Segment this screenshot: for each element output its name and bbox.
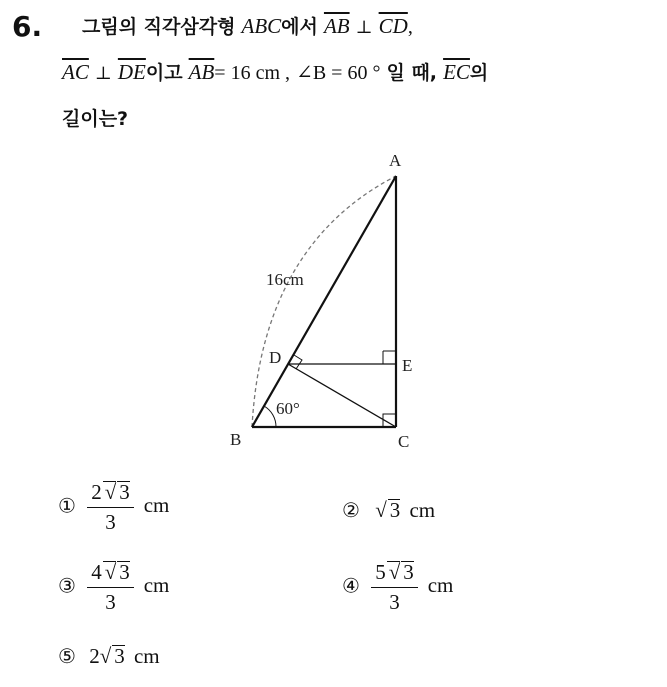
label-angle: 60° [276,399,300,418]
segment-dc-line [288,364,396,427]
option-2-radicand: 3 [389,498,401,522]
option-3-radicand: 3 [119,560,130,584]
option-4-fraction: $\frac{5 √ 3}{3}$ [371,560,418,615]
option-2-unit: cm [409,498,436,522]
question-text-3: 이고 [145,62,183,84]
option-1-mark: ① [58,493,76,518]
segment-ab-2: $\overline{AB}$ [188,60,215,84]
option-4-radicand: 3 [403,560,414,584]
right-angle-d [294,355,302,369]
option-2[interactable]: ② √ 3 cm [342,498,436,522]
option-1-coef: 2 [91,480,102,504]
label-d: D [269,348,282,367]
option-3[interactable] [58,560,169,615]
segment-ab: $\overline{AB}$ [323,14,350,38]
option-1-unit: cm [143,493,170,518]
triangle-abc: ABC [241,14,282,38]
option-4-den: 3 [389,590,400,614]
option-4[interactable] [342,560,453,615]
option-1-den: 3 [105,510,116,534]
segment-de: $\overline{DE}$ [117,60,146,84]
question-number: 6. [12,10,43,43]
option-1-fraction: $\frac{2 √ 3}{3}$ [87,480,134,535]
option-1-radicand: 3 [119,480,130,504]
ab-length: = 16 cm , [214,62,291,84]
question-text-2: 에서 [281,16,318,38]
question-text-5: 의 [469,62,489,84]
label-b: B [230,430,242,449]
option-3-fraction: $\frac{4 √ 3}{3}$ [87,560,134,615]
comma: , [407,16,413,38]
segment-ec: $\overline{EC}$ [443,60,470,84]
segment-cd: $\overline{CD}$ [378,14,408,38]
option-5[interactable]: ⑤ 2√ 3 cm [58,644,160,668]
option-5-coef: 2 [89,644,100,668]
option-1[interactable] [58,480,169,535]
option-4-unit: cm [427,573,454,598]
angle-b: ∠B = 60 ° [296,62,381,84]
question-text-6: 길이는? [62,108,129,130]
option-5-unit: cm [133,644,160,668]
option-4-coef: 5 [375,560,386,584]
perp-symbol-2: ⊥ [94,63,112,84]
option-3-coef: 4 [91,560,102,584]
label-c: C [398,432,410,451]
label-e: E [402,356,413,375]
segment-ab-line [252,176,396,427]
option-5-mark: ⑤ [58,644,76,668]
option-4-mark: ④ [342,573,360,598]
angle-arc-b [264,406,276,427]
option-2-mark: ② [342,498,360,522]
option-5-radicand: 3 [114,644,125,668]
question-text-4: 일 때, [386,62,438,84]
option-3-mark: ③ [58,573,76,598]
question-text-1: 그림의 직각삼각형 [82,16,236,38]
option-3-den: 3 [105,590,116,614]
segment-ac: $\overline{AC}$ [62,60,89,84]
label-a: A [389,151,402,170]
label-length: 16cm [266,270,304,289]
perp-symbol: ⊥ [355,17,373,38]
option-3-unit: cm [143,573,170,598]
